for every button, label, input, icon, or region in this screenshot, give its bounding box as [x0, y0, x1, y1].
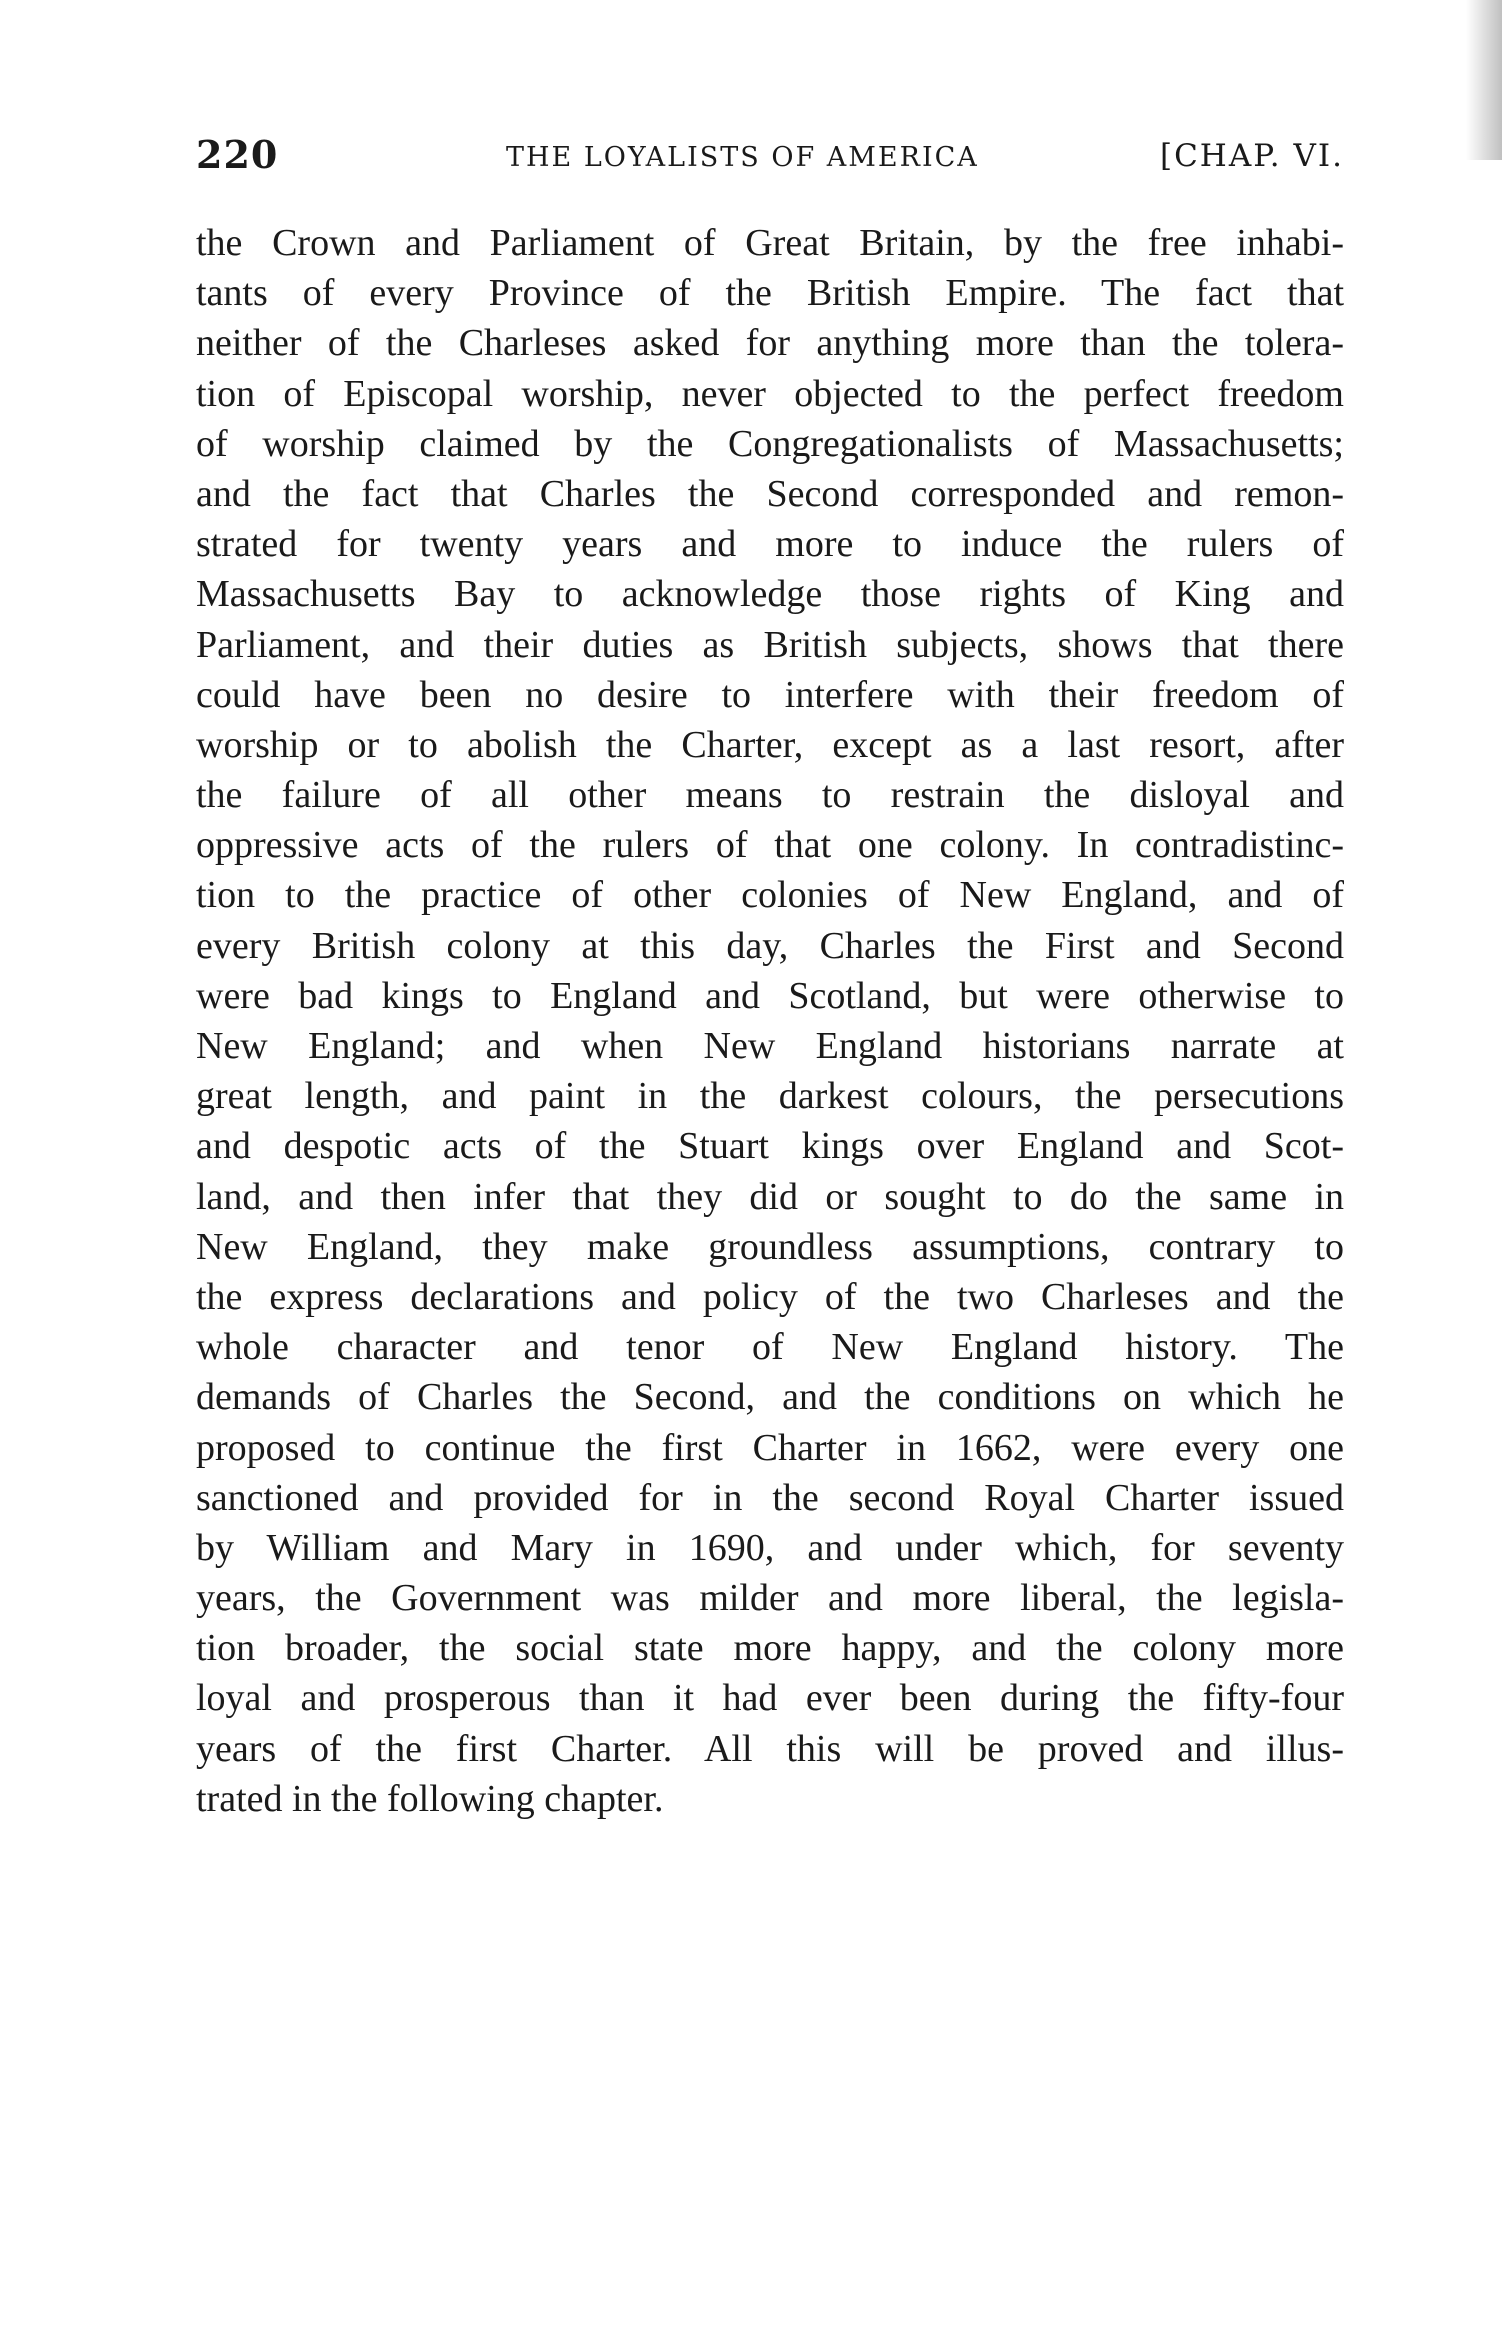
text-line: the failure of all other means to restrain the disloyal and: [196, 774, 1344, 817]
text-line: neither of the Charleses asked for anything more than the tolera-: [196, 322, 1344, 365]
text-line: Massachusetts Bay to acknowledge those rights of King and: [196, 573, 1344, 616]
text-line: strated for twenty years and more to induce the rulers of: [196, 523, 1344, 566]
running-head: [196, 132, 1344, 192]
running-title: THE LOYALISTS OF AMERICA: [506, 142, 979, 173]
text-line: by William and Mary in 1690, and under which, for seventy: [196, 1526, 1344, 1569]
text-line: of worship claimed by the Congregationalists of Massachusetts;: [196, 422, 1344, 465]
text-line: every British colony at this day, Charles the First and Second: [196, 924, 1344, 967]
text-line: and despotic acts of the Stuart kings over England and Scot-: [196, 1125, 1344, 1168]
text-line: and the fact that Charles the Second corresponded and remon-: [196, 472, 1344, 515]
text-line: New England; and when New England historians narrate at: [196, 1025, 1344, 1067]
text-line: were bad kings to England and Scotland, but were otherwise to: [196, 974, 1344, 1017]
text-line: Parliament, and their duties as British subjects, shows that there: [196, 623, 1344, 666]
text-line: trated in the following chapter.: [196, 1777, 664, 1820]
text-line: loyal and prosperous than it had ever been during the fifty-four: [196, 1677, 1344, 1720]
text-line: New England, they make groundless assumptions, contrary to: [196, 1225, 1344, 1268]
page-edge-shadow: [1466, 0, 1502, 160]
text-line: oppressive acts of the rulers of that one colony. In contradistinc-: [196, 824, 1344, 867]
text-line: tion to the practice of other colonies of New England, and of: [196, 874, 1344, 917]
text-line: tion of Episcopal worship, never objected to the perfect freedom: [196, 372, 1344, 415]
text-line: the Crown and Parliament of Great Britain, by the free inhabi-: [196, 222, 1344, 264]
text-line: years of the first Charter. All this will be proved and illus-: [196, 1727, 1344, 1770]
body-text: [196, 218, 1344, 1824]
text-line: land, and then infer that they did or sought to do the same in: [196, 1175, 1344, 1218]
text-line: worship or to abolish the Charter, except as a last resort, after: [196, 723, 1344, 766]
text-line: great length, and paint in the darkest colours, the persecutions: [196, 1075, 1344, 1118]
chapter-label: [CHAP. VI.: [1159, 138, 1344, 174]
page-number: 220: [196, 132, 279, 177]
text-line: could have been no desire to interfere with their freedom of: [196, 673, 1344, 716]
text-line: proposed to continue the first Charter in 1662, were every one: [196, 1426, 1344, 1469]
text-line: whole character and tenor of New England history. The: [196, 1326, 1344, 1369]
text-line: demands of Charles the Second, and the conditions on which he: [196, 1376, 1344, 1419]
text-line: tants of every Province of the British Empire. The fact that: [196, 272, 1344, 315]
text-line: the express declarations and policy of the two Charleses and the: [196, 1275, 1344, 1318]
text-line: tion broader, the social state more happy, and the colony more: [196, 1627, 1344, 1670]
text-line: sanctioned and provided for in the second Royal Charter issued: [196, 1476, 1344, 1519]
text-line: years, the Government was milder and more liberal, the legisla-: [196, 1577, 1344, 1620]
